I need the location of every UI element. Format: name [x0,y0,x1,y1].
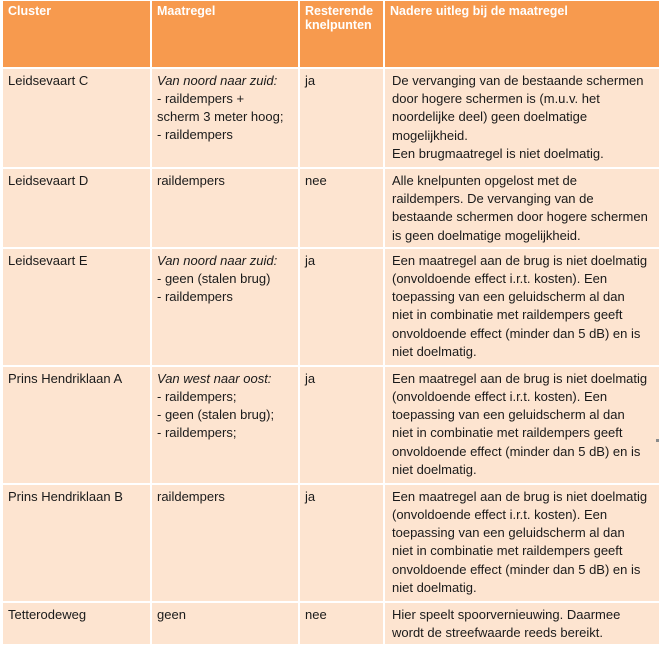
cluster-cell: Prins Hendriklaan B [2,484,151,602]
cluster-cell: Tetterodeweg [2,602,151,645]
cluster-cell: Prins Hendriklaan A [2,366,151,484]
uitleg-cell [384,68,660,168]
uitleg-line: is geen doelmatige mogelijkheid. [392,227,581,243]
maatregel-cell [151,168,299,248]
maatregel-line: raildempers [157,488,225,504]
measures-table [2,0,660,645]
maatregel-cell [151,484,299,602]
maatregel-direction: Van west naar oost: [157,370,272,386]
uitleg-line: niet in combinatie met raildempers geeft [392,307,623,323]
uitleg-line: mogelijkheid. [392,127,468,143]
maatregel-line: - raildempers [157,127,233,142]
uitleg-line: onvoldoende effect (minder dan 5 dB) en is [392,443,641,459]
table-row [2,68,660,168]
uitleg-line: De vervanging van de bestaande schermen [392,73,644,88]
uitleg-line: Hier speelt spoorvernieuwing. Daarmee [392,606,621,622]
maatregel-line: scherm 3 meter hoog; [157,109,284,124]
uitleg-cell [384,168,660,248]
uitleg-line: raildempers. De vervanging van de [392,191,594,207]
uitleg-line: door hogere schermen is (m.u.v. het [392,91,600,107]
header-resterende-knelpunten: Resterende knelpunten [299,0,384,68]
resterende-knelpunten-cell: ja [299,366,384,484]
cluster-cell: Leidsevaart C [2,68,151,168]
maatregel-direction: Van noord naar zuid: [157,73,278,88]
uitleg-line: Een maatregel aan de brug is niet doelmatig [392,370,648,386]
maatregel-line: - raildempers; [157,388,237,404]
maatregel-line: - geen (stalen brug); [157,406,275,422]
resterende-knelpunten-cell: ja [299,68,384,168]
header-maatregel: Maatregel [151,0,299,68]
resterende-knelpunten-cell: ja [299,248,384,366]
cluster-cell: Leidsevaart D [2,168,151,248]
uitleg-cell [384,602,660,645]
uitleg-line: noordelijke deel) geen doelmatige [392,109,588,125]
cluster-cell: Leidsevaart E [2,248,151,366]
uitleg-line: bestaande schermen door hogere schermen [392,209,648,225]
uitleg-line: Een maatregel aan de brug is niet doelmatig [392,488,648,504]
uitleg-line: toepassing van een geluidscherm al dan [392,289,625,305]
edge-marker [656,439,659,442]
uitleg-cell [384,366,660,484]
uitleg-line: (onvoldoende effect i.r.t. kosten). Een [392,507,608,523]
maatregel-line: - raildempers [157,288,233,304]
maatregel-cell [151,602,299,645]
uitleg-line: Alle knelpunten opgelost met de [392,173,578,188]
maatregel-cell [151,366,299,484]
header-cluster: Cluster [2,0,151,68]
uitleg-line: niet in combinatie met raildempers geeft [392,543,623,559]
maatregel-line: raildempers [157,173,225,188]
resterende-knelpunten-cell: nee [299,168,384,248]
maatregel-line: - raildempers; [157,424,237,440]
uitleg-line: (onvoldoende effect i.r.t. kosten). Een [392,389,608,405]
uitleg-line: niet in combinatie met raildempers geeft [392,425,623,441]
uitleg-line: (onvoldoende effect i.r.t. kosten). Een [392,271,608,287]
resterende-knelpunten-cell: ja [299,484,384,602]
uitleg-line: onvoldoende effect (minder dan 5 dB) en is [392,325,641,341]
uitleg-line: Een brugmaatregel is niet doelmatig. [392,145,604,161]
table-row [2,366,660,484]
maatregel-line: - geen (stalen brug) [157,270,271,286]
table-row [2,168,660,248]
table-row [2,248,660,366]
uitleg-cell [384,248,660,366]
table-row [2,484,660,602]
header-row [2,0,660,68]
table-row [2,602,660,645]
maatregel-line: - raildempers + [157,91,245,106]
resterende-knelpunten-cell: nee [299,602,384,645]
maatregel-direction: Van noord naar zuid: [157,252,278,268]
maatregel-line: geen [157,606,186,622]
uitleg-cell [384,484,660,602]
uitleg-line: niet doelmatig. [392,343,477,359]
uitleg-line: toepassing van een geluidscherm al dan [392,407,625,423]
maatregel-cell [151,248,299,366]
uitleg-line: onvoldoende effect (minder dan 5 dB) en is [392,561,641,577]
uitleg-line: niet doelmatig. [392,579,477,595]
uitleg-line: wordt de streefwaarde reeds bereikt. [392,625,603,641]
maatregel-cell [151,68,299,168]
uitleg-line: Een maatregel aan de brug is niet doelmatig [392,252,648,268]
uitleg-line: niet doelmatig. [392,461,477,477]
header-nadere-uitleg: Nadere uitleg bij de maatregel [384,0,660,68]
uitleg-line: toepassing van een geluidscherm al dan [392,525,625,541]
